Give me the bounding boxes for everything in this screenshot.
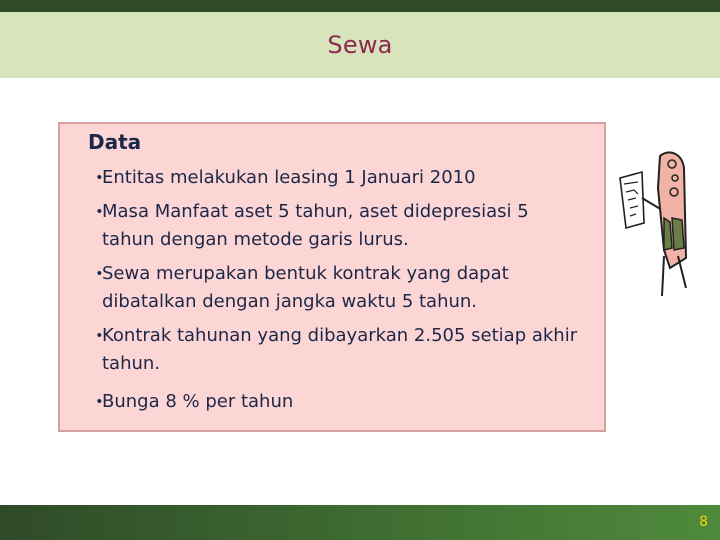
slide-title: Sewa: [327, 31, 393, 59]
bullet-item: [60, 322, 578, 374]
bottom-band: [0, 505, 720, 540]
bullet-item: [60, 388, 294, 416]
bullet-text: Sewa merupakan bentuk kontrak yang dapat dibatalkan dengan jangka waktu 5 tahun.: [102, 263, 509, 312]
bullet-text: Masa Manfaat aset 5 tahun, aset didepresiasi 5 tahun dengan metode garis lurus.: [102, 201, 529, 250]
bullet-item: [60, 260, 509, 312]
top-bar: [0, 0, 720, 12]
bullet-dot: •: [96, 169, 102, 186]
title-band: [0, 12, 720, 78]
bullet-item: [60, 164, 476, 192]
bullet-text: Kontrak tahunan yang dibayarkan 2.505 setiap akhir tahun.: [102, 325, 578, 374]
bullet-item: [60, 198, 529, 250]
content-heading: Data: [88, 130, 142, 154]
bullet-dot: •: [96, 265, 102, 282]
bullet-dot: •: [96, 393, 102, 410]
bullet-text: Bunga 8 % per tahun: [102, 391, 294, 412]
page-number: 8: [699, 514, 708, 530]
presenter-figure-icon: [612, 148, 718, 298]
bullet-text: Entitas melakukan leasing 1 Januari 2010: [102, 167, 476, 188]
content-box: [58, 122, 606, 432]
bullet-dot: •: [96, 327, 102, 344]
bullet-dot: •: [96, 203, 102, 220]
